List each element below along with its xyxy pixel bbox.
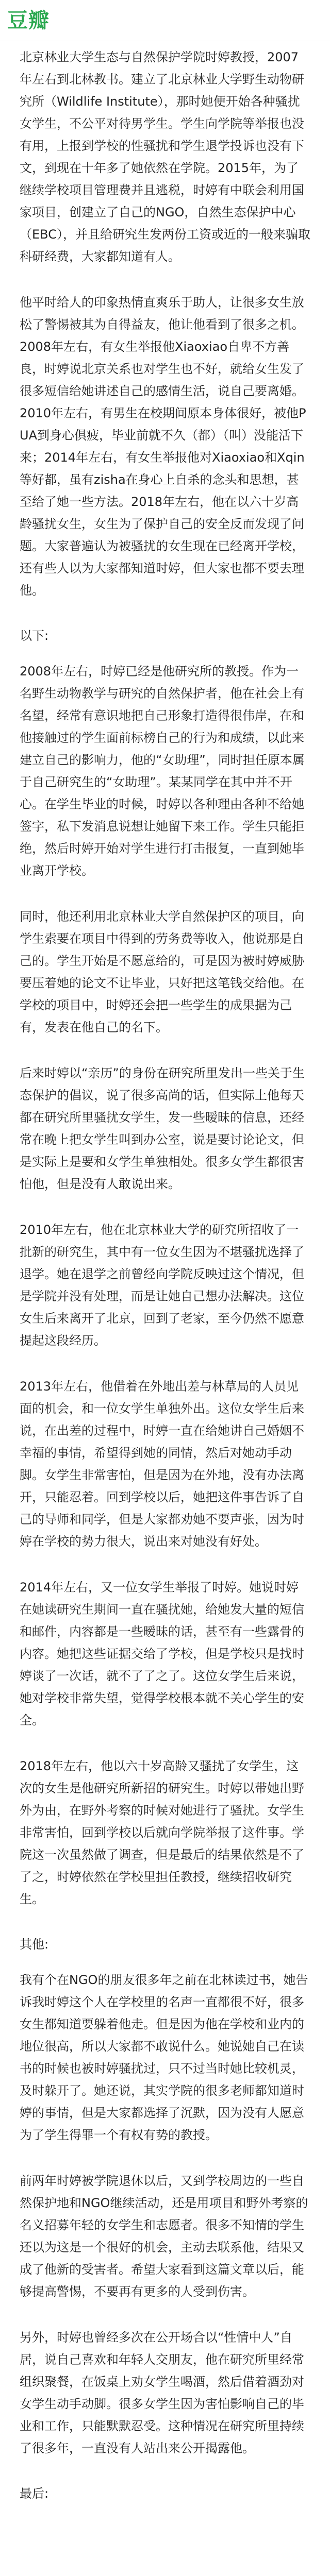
article-paragraph: 他平时给人的印象热情直爽乐于助人，让很多女生放松了警惕被其为自得益友，他让他看到了很多之机。2008年左右，有女生举报他Xiaoxiao自卑不方善良，时婷说北京关系也对学生也不好，就给女生发了很多短信给她讲述自己的感情生活，说自己要离婚。2010年左右，有男生在校期间原本身体很好，被他PUA到身心俱疲，毕业前就不久（都）（叫）没能活下来；2014年左右，有女生举报他对Xiaoxiao和Xqin等好都，虽有zisha在身心上自杀的念头和思想，甚至给了她一些方法。2018年左右，他在以六十岁高龄骚扰女生，女生为了保护自己的安全反而发现了问题。大家普遍认为被骚扰的女生现在已经离开学校，还有些人以为大家都知道时婷，但大家也都不要去理他。 [20,295,306,598]
article-paragraph: 我有个在NGO的朋友很多年之前在北林读过书，她告诉我时婷这个人在学校里的名声一直都很不好，很多女生都知道要躲着他走。但是因为他在学校和业内的地位很高，所以大家都不敢说什么。她说她自己在读书的时候也被时婷骚扰过，只不过当时她比较机灵，及时躲开了。她还说，其实学院的很多老师都知道时婷的事情，但是大家都选择了沉默，因为没有人愿意为了学生得罪一个有权有势的教授。 [20,1973,308,2142]
article-paragraph: 另外，时婷也曾经多次在公开场合以“性情中人”自居，说自己喜欢和年轻人交朋友，他在研究所里经常组织聚餐，在饭桌上劝女学生喝酒，然后借着酒劲对女学生动手动脚。很多女学生因为害怕影响自己的毕业和工作，只能默默忍受。这种情况在研究所里持续了很多年，一直没有人站出来公开揭露他。 [20,2330,304,2455]
article-paragraph: 前两年时婷被学院退休以后，又到学校周边的一些自然保护地和NGO继续活动，还是用项目和野外考察的名义招募年轻的女学生和志愿者。很多不知情的学生还以为这是一个很好的机会，主动去联系他，结果又成了他新的受害者。希望大家看到这篇文章以后，能够提高警惕，不要再有更多的人受到伤害。 [20,2174,308,2299]
article-paragraph: 北京林业大学生态与自然保护学院时婷教授，2007年左右到北林教书。建立了北京林业大学野生动物研究所（Wildlife Institute），那时她便开始各种骚扰女学生，不公平对待男学生。学生向学院等举报也没有用，上报到学校的性骚扰和学生退学投诉也没有下文，到现在十年多了她依然在学院。2015年，为了继续学校项目管理费并且逃税，时婷有中联会利用国家项目，创建立了自己的NGO，自然生态保护中心（EBC），并且给研究生发两份工资或近的一般来骗取科研经费，大家都知道有人。 [20,50,310,264]
article-body [0,41,330,2504]
douban-logo[interactable]: 豆瓣 [7,9,50,32]
article-paragraph: 2013年左右，他借着在外地出差与林草局的人员见面的机会，和一位女学生单独外出。这位女学生后来说，在出差的过程中，时婷一直在给她讲自己婚姻不幸福的事情，希望得到她的同情，然后对她动手动脚。女学生非常害怕，但是因为在外地，没有办法离开，只能忍着。回到学校以后，她把这件事告诉了自己的导师和同学，但是大家都劝她不要声张，因为时婷在学校的势力很大，说出来对她没有好处。 [20,1379,304,1549]
article-paragraph: 2008年左右，时婷已经是他研究所的教授。作为一名野生动物教学与研究的自然保护者，他在社会上有名望，经常有意识地把自己形象打造得很伟岸，在和他接触过的学生面前标榜自己的行为和成绩，以此来建立自己的影响力，他的“女助理”，同时担任原本属于自己研究生的“女助理”。某某同学在其中并不开心。在学生毕业的时候，时婷以各种理由各种不给她签字，私下发消息说想让她留下来工作。学生只能拒绝，然后时婷开始对学生进行打击报复，一直到她毕业离开学校。 [20,664,305,878]
article-paragraph: 2018年左右，他以六十岁高龄又骚扰了女学生，这次的女生是他研究所新招的研究生。时婷以带她出野外为由，在野外考察的时候对她进行了骚扰。女学生非常害怕，回到学校以后就向学院举报了这件事。学院这一次虽然做了调查，但是最后的结果依然是不了了之，时婷依然在学校里担任教授，继续招收研究生。 [20,1759,304,1906]
section-heading: 最后: [20,2486,49,2501]
article-paragraph: 后来时婷以“亲历”的身份在研究所里发出一些关于生态保护的倡议，说了很多高尚的话，但实际上他每天都在研究所里骚扰女学生，发一些暧昧的信息，还经常在晚上把女学生叫到办公室，说是要讨论论文，但是实际上是要和女学生单独相处。很多女学生都很害怕他，但是没有人敢说出来。 [20,1066,305,1191]
article-paragraph: 同时，他还利用北京林业大学自然保护区的项目，向学生索要在项目中得到的劳务费等收入，他说那是自己的。学生开始是不愿意给的，可是因为被时婷威胁要压着她的论文不让毕业，只好把这笔钱交给他。在学校的项目中，时婷还会把一些学生的成果据为己有，发表在他自己的名下。 [20,909,304,1035]
article-paragraph: 2014年左右，又一位女学生举报了时婷。她说时婷在她读研究生期间一直在骚扰她，给她发大量的短信和邮件，内容都是一些暧昧的话，甚至有一些露骨的内容。她把这些证据交给了学校，但是学校只是找时婷谈了一次话，就不了了之了。这位女学生后来说，她对学校非常失望，觉得学校根本就不关心学生的安全。 [20,1580,304,1727]
top-bar [0,0,330,41]
section-heading: 以下: [20,629,49,643]
article-paragraph: 2010年左右，他在北京林业大学的研究所招收了一批新的研究生，其中有一位女生因为不堪骚扰选择了退学。她在退学之前曾经向学院反映过这个情况，但是学院并没有处理，而是让她自己想办法解决。这位女生后来离开了北京，回到了老家，至今仍然不愿意提起这段经历。 [20,1223,304,1348]
section-heading: 其他: [20,1937,49,1952]
